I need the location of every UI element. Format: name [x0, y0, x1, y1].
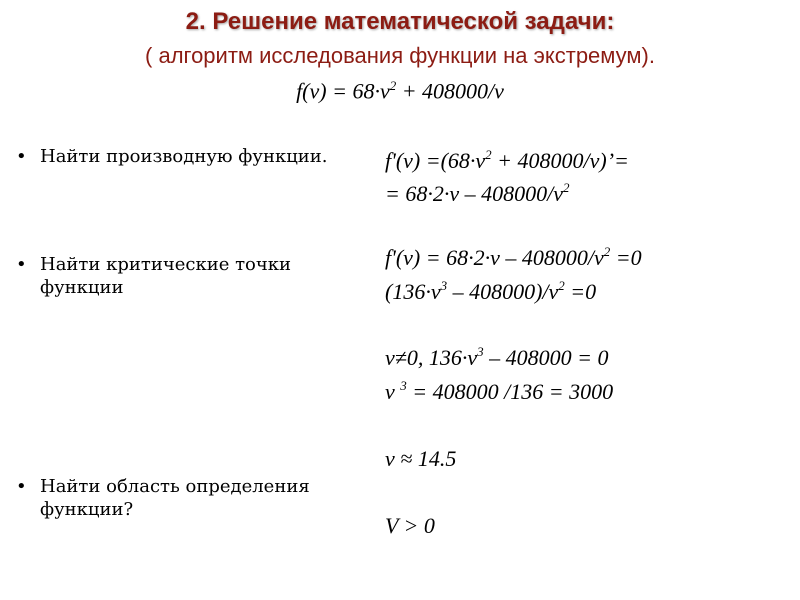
math-exponent: 3: [440, 278, 448, 293]
math-line-3: [385, 245, 795, 271]
math-text: + 408000/v)’=: [491, 148, 629, 173]
math-text: =0: [610, 245, 642, 270]
math-line-6: [385, 379, 795, 405]
step-critical-points: [14, 253, 364, 299]
math-line-8: V > 0: [385, 513, 435, 538]
step-text: Найти область определения функции?: [40, 476, 310, 520]
step-derivative: [14, 145, 364, 168]
math-text: f'(v) = 68·2·v – 408000/v: [385, 245, 604, 270]
slide-subtitle: ( алгоритм исследования функции на экстремум).: [145, 43, 655, 68]
math-exponent: 3: [477, 344, 484, 359]
formula-text-end: + 408000/v: [396, 78, 504, 104]
math-text: f'(v) =(68·v: [385, 148, 486, 173]
math-text: =0: [564, 279, 597, 304]
math-line-5: [385, 345, 795, 371]
function-formula: [0, 78, 800, 104]
slide-title: 2. Решение математической задачи:: [185, 8, 615, 35]
bullet-marker: •: [16, 476, 27, 497]
formula-text: f(v) = 68·v: [296, 78, 390, 104]
math-line-2: [385, 181, 795, 207]
math-text: – 408000)/v: [447, 279, 559, 304]
math-text: v≠0, 136·v: [385, 345, 478, 370]
formula-exponent: 2: [389, 78, 397, 93]
bullet-marker: •: [16, 146, 27, 167]
math-line-4: [385, 279, 795, 305]
math-text: = 408000 /136 = 3000: [406, 379, 614, 404]
math-text: – 408000 = 0: [483, 345, 609, 370]
step-domain: [14, 475, 364, 521]
math-text: = 68·2·v – 408000/v: [385, 181, 563, 206]
math-line-1: [385, 148, 795, 174]
math-exponent: 3: [400, 378, 407, 393]
math-exponent: 2: [558, 278, 565, 293]
math-exponent: 2: [603, 244, 611, 259]
math-exponent: 2: [485, 147, 492, 162]
math-text: v: [385, 379, 401, 404]
step-text: Найти критические точки функции: [40, 254, 292, 298]
math-text: (136·v: [385, 279, 441, 304]
math-line-7: v ≈ 14.5: [385, 446, 457, 471]
step-text: Найти производную функции.: [40, 146, 328, 167]
math-exponent: 2: [563, 180, 570, 195]
bullet-marker: •: [16, 254, 27, 275]
